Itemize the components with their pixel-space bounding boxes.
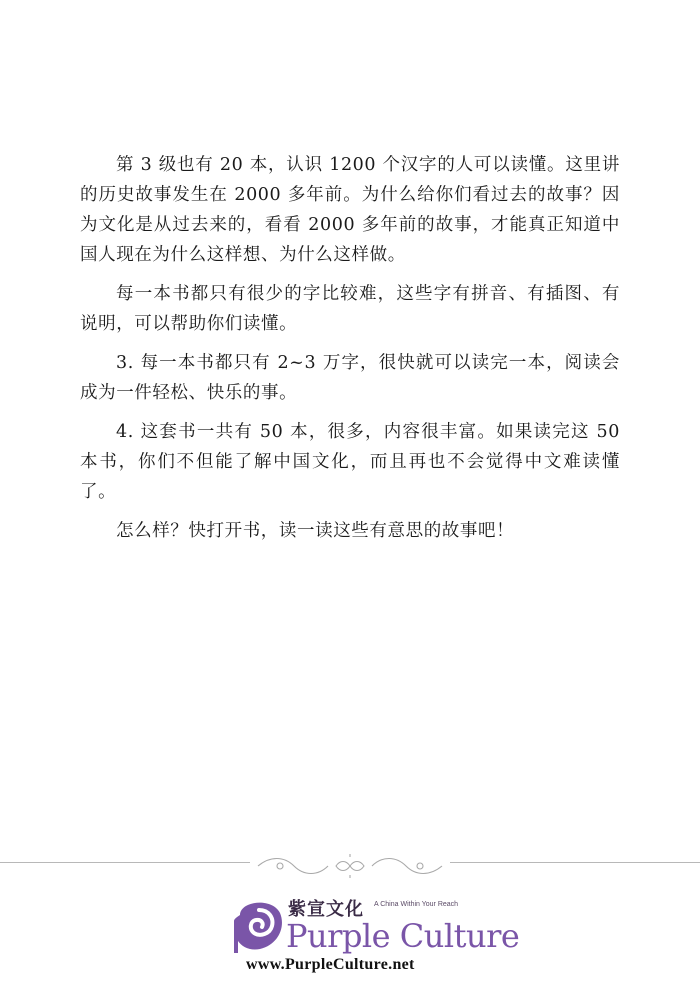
paragraph: 3. 每一本书都只有 2~3 万字，很快就可以读完一本，阅读会成为一件轻松、快乐的事。 <box>80 353 620 403</box>
paragraph: 每一本书都只有很少的字比较难，这些字有拼音、有插图、有说明，可以帮助你们读懂。 <box>80 284 620 334</box>
brand-name: Purple Culture <box>286 917 520 955</box>
website-url: www.PurpleCulture.net <box>246 956 415 973</box>
flourish-ornament-icon <box>250 851 450 881</box>
paragraph: 第 3 级也有 20 本，认识 1200 个汉字的人可以读懂。这里讲的历史故事发生在 2000 多年前。为什么给你们看过去的故事？因为文化是从过去来的，看看 2000 多年前的故事，才能真正知道中国人现在为什么这样想、为什么这样做。 <box>80 155 620 265</box>
body-text <box>80 150 620 555</box>
brand-tagline: A China Within Your Reach <box>374 901 459 908</box>
spiral-emblem-icon <box>232 895 286 953</box>
publisher-logo <box>226 895 520 975</box>
paragraph: 怎么样？快打开书，读一读这些有意思的故事吧！ <box>116 521 515 541</box>
brand-chinese-name: 紫宣文化 <box>288 899 364 920</box>
paragraph: 4. 这套书一共有 50 本，很多，内容很丰富。如果读完这 50 本书，你们不但能了解中国文化，而且再也不会觉得中文难读懂了。 <box>80 422 620 502</box>
